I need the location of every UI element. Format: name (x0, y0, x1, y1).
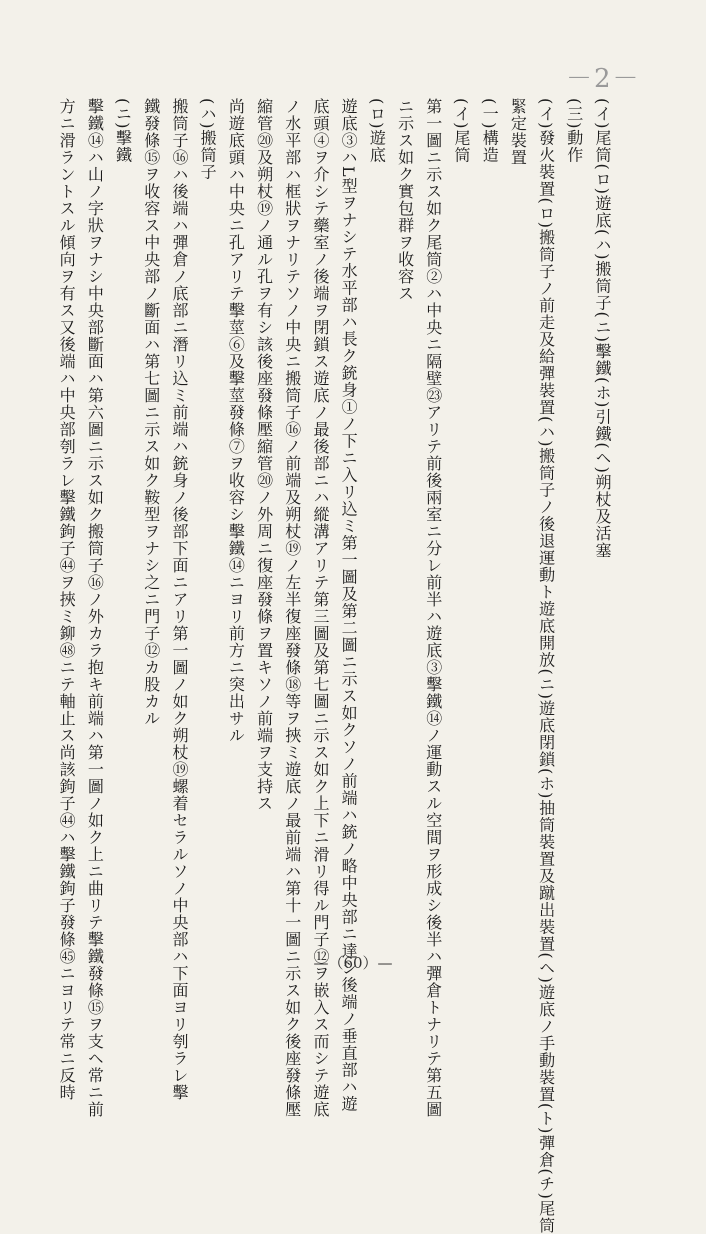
text-column: 搬筒子⑯ハ後端ハ彈倉ノ底部ニ潛リ込ミ前端ハ銃身ノ後部下面ニアリ第一圖ノ如ク朔杖⑲螺着セラルソノ中央部ハ下面ヨリ刳ラレ擊 (169, 98, 189, 1101)
text-column: (イ)發火裝置(ロ)搬筒子ノ前走及給彈裝置(ハ)搬筒子ノ後退運動ト遊底開放(ニ)遊底閉鎖(ホ)抽筒裝置及蹴出裝置(ヘ)遊底ノ手動裝置(ト)彈倉(チ)尾筒 (536, 98, 556, 1234)
text-column: 遊底③ハL型ヲナシテ水平部ハ長ク銃身①ノ下ニ入リ込ミ第一圖及第二圖ニ示ス如クソノ前端ハ銃ノ略中央部ニ達シ後端ノ垂直部ハ遊 (339, 98, 359, 1113)
subsection-heading: (ロ)遊底 (367, 98, 387, 164)
text-column: 尚遊底頭ハ中央ニ孔アリテ擊莖⑥及擊莖發條⑦ヲ收容シ擊鐵⑭ニヨリ前方ニ突出サル (226, 98, 246, 744)
text-column: 第一圖ニ示ス如ク尾筒②ハ中央ニ隔壁㉓アリテ前後兩室ニ分レ前半ハ遊底③擊鐵⑭ノ運動スル空間ヲ形成シ後半ハ彈倉トナリテ第五圖 (423, 98, 443, 1118)
text-column: ニ示ス如ク實包群ヲ收容ス (395, 98, 415, 302)
section-heading: (一)構造 (480, 98, 500, 164)
text-column: 鐵發條⑮ヲ收容ス中央部ノ斷面ハ第七圖ニ示ス如ク鞍型ヲナシ之ニ門子⑫カ股カル (141, 98, 161, 727)
text-column: 緊定裝置 (508, 98, 528, 166)
subsection-heading: (イ)尾筒 (451, 98, 471, 164)
subsection-heading: (ハ)搬筒子 (198, 98, 218, 181)
section-heading: (三)動作 (564, 98, 584, 164)
subsection-heading: (ニ)擊鐵 (113, 98, 133, 164)
text-column: 底頭④ヲ介シテ藥室ノ後端ヲ閉鎖ス遊底ノ最後部ニハ縱溝アリテ第三圖及第七圖ニ示ス如ク上下ニ滑リ得ル門子⑫ヲ嵌入ス而シテ遊底 (310, 98, 330, 1118)
text-column: ノ水平部ハ框狀ヲナリテソノ中央ニ搬筒子⑯ノ前端及朔杖⑲ノ左半復座發條⑱等ヲ挾ミ遊底ノ最前端ハ第十一圖ニ示ス如ク後座發條壓 (282, 98, 302, 1118)
page-number-bottom: —（60）— (313, 954, 393, 972)
text-column: 縮管⑳及朔杖⑲ノ通ル孔ヲ有シ該後座發條壓縮管⑳ノ外周ニ復座發條ヲ置キソノ前端ヲ支持ス (254, 98, 274, 812)
text-column: 方ニ滑ラントスル傾向ヲ有ス又後端ハ中央部刳ラレ擊鐵鉤子㊹ヲ挾ミ鉚㊽ニテ軸止ス尚該鉤子㊹ハ擊鐵鉤子發條㊺ニヨリテ常ニ反時 (57, 98, 77, 1101)
text-column: (イ)尾筒(ロ)遊底(ハ)搬筒子(ニ)擊鐵(ホ)引鐵(ヘ)朔杖及活塞 (593, 98, 612, 559)
page-number-top: －2－ (566, 64, 641, 94)
text-column: 擊鐵⑭ハ山ノ字狀ヲナシ中央部斷面ハ第六圖ニ示ス如ク搬筒子⑯ノ外カラ抱キ前端ハ第一圖ノ如ク上ニ曲リテ擊鐵發條⑮ヲ支ヘ常ニ前 (85, 98, 105, 1118)
